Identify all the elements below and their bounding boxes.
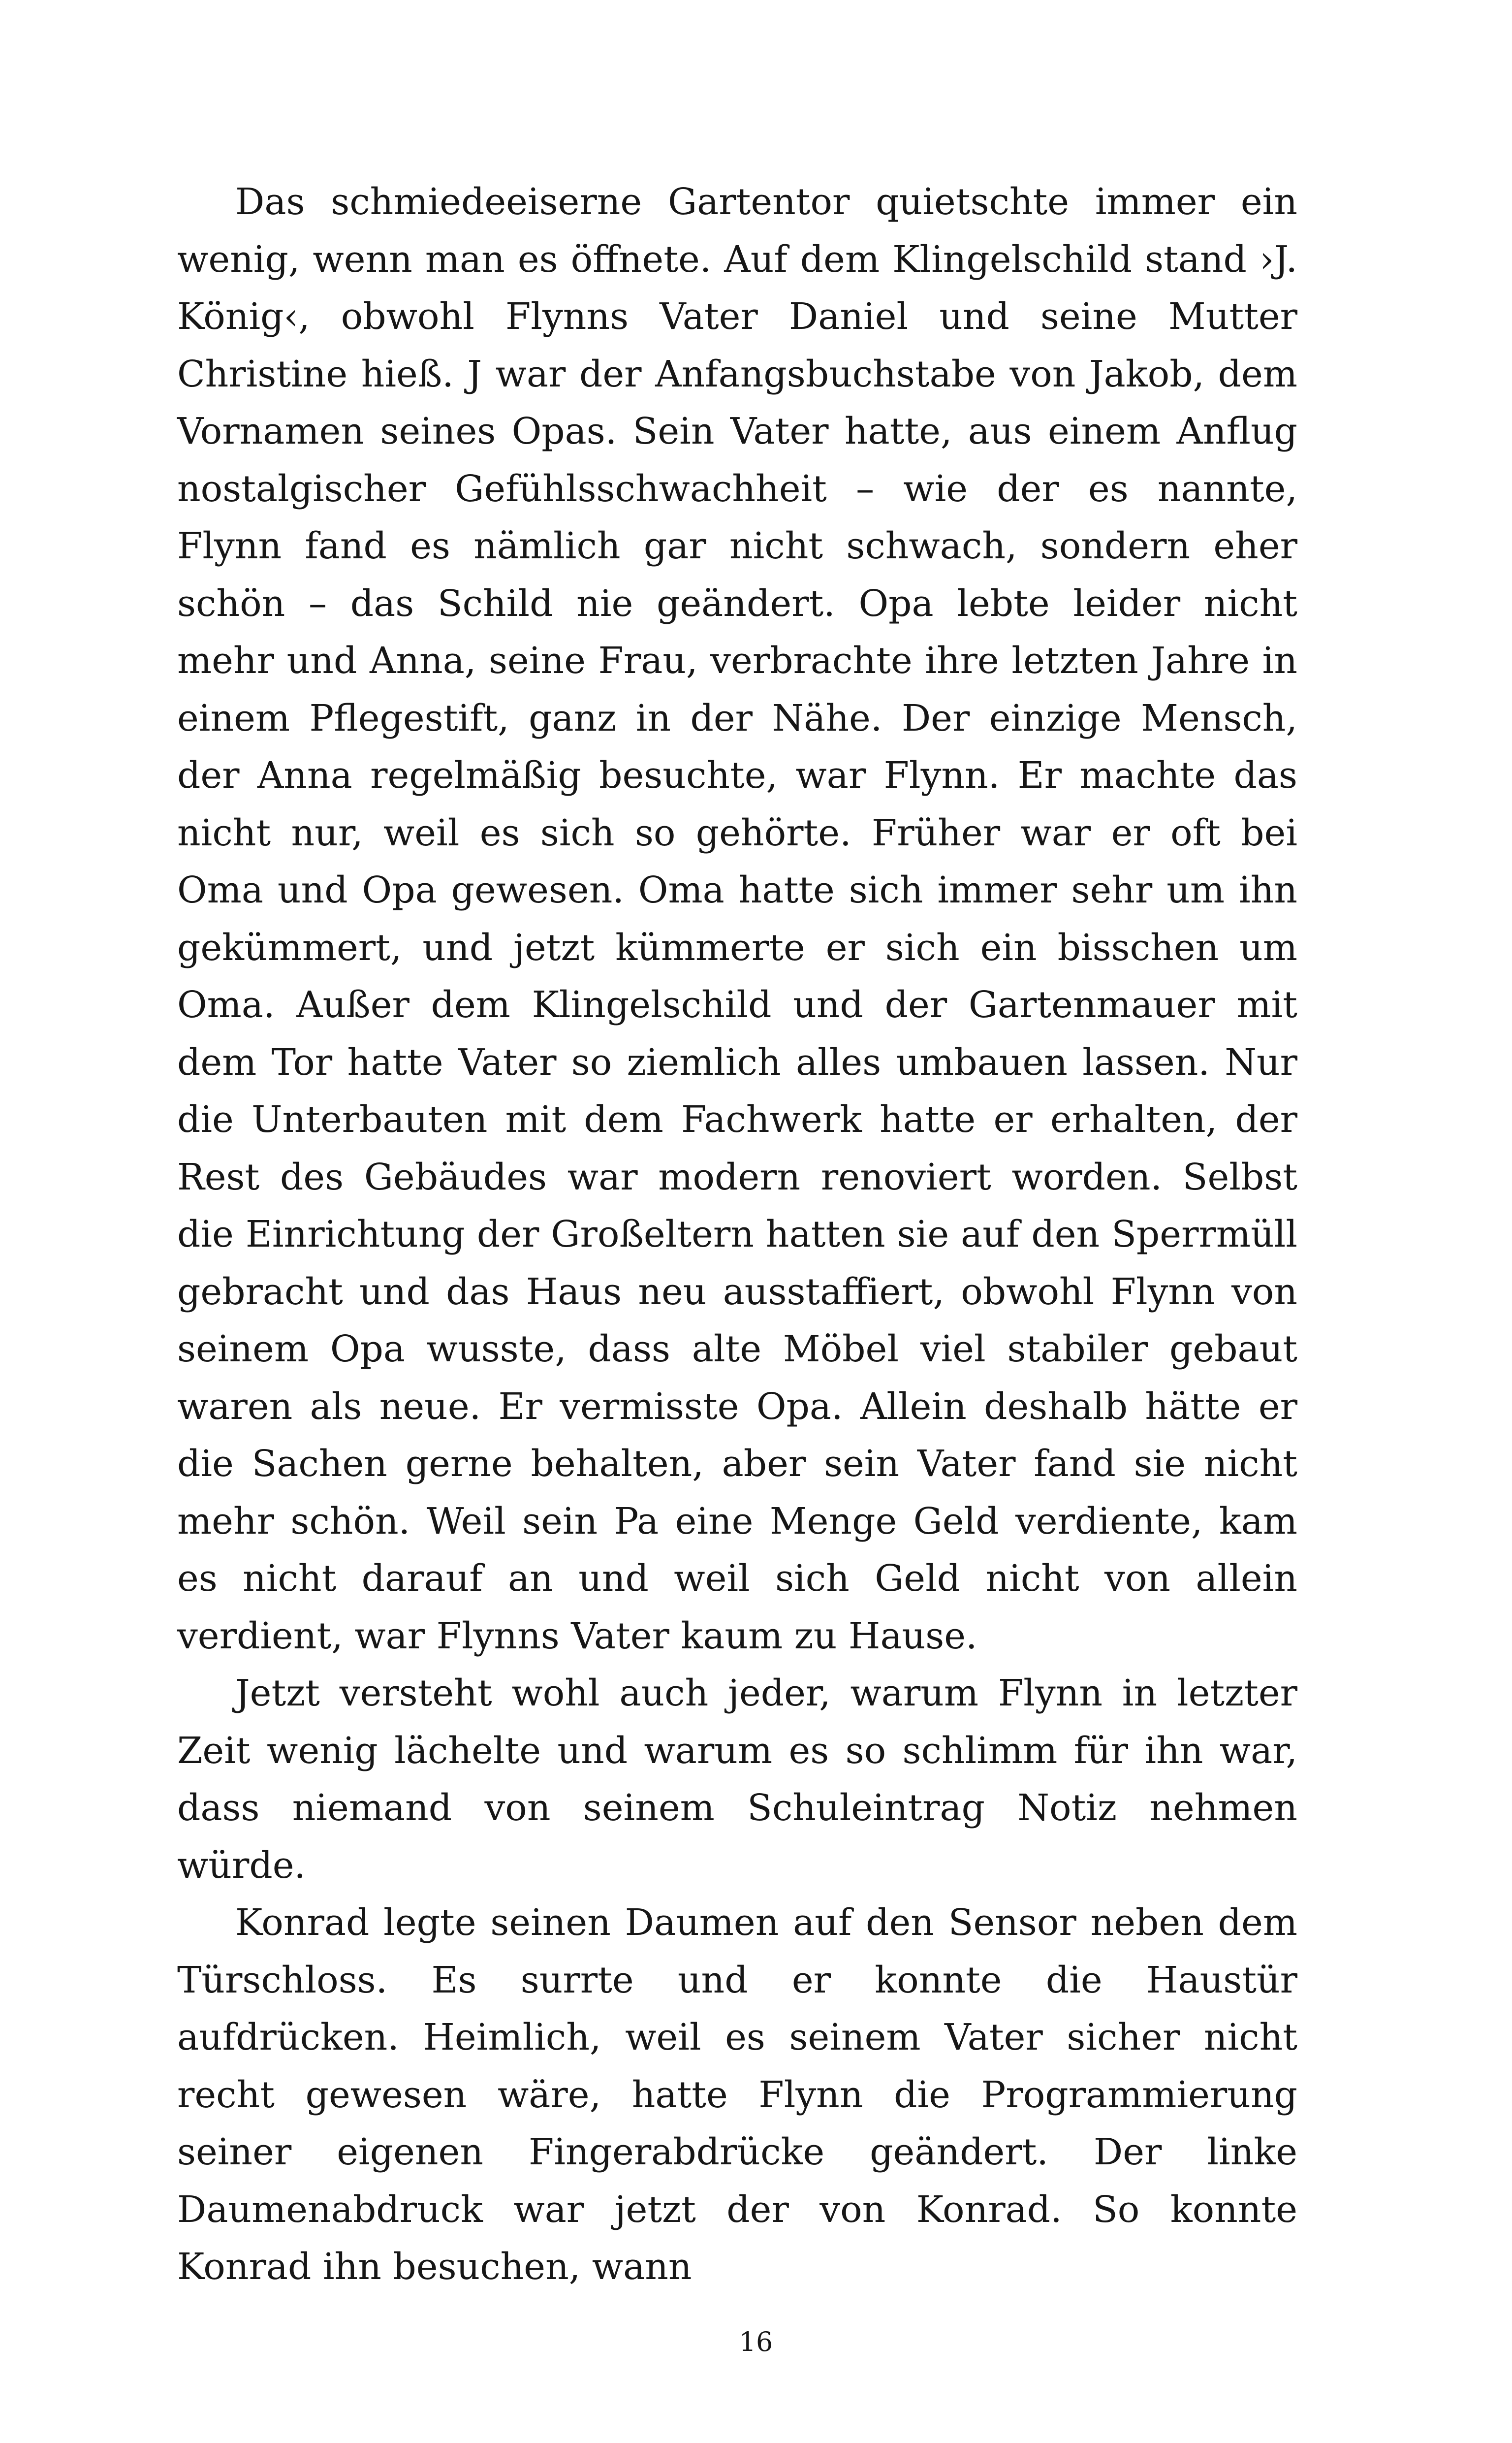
paragraph-3: Konrad legte seinen Daumen auf den Sensor neben dem Türschloss. Es surrte und er konnte die Haustür aufdrücken. Heimlich, weil es seinem Vater sicher nicht recht gewesen wäre, hatte Flynn die Programmierung seiner eigenen Fingerabdrücke geändert. Der linke Daumenabdruck war jetzt der von Konrad. So konnte Konrad ihn besuchen, wann (177, 1901, 1297, 2288)
body-text (177, 173, 1297, 2296)
paragraph-1: Das schmiedeeiserne Gartentor quietschte immer ein wenig, wenn man es öffnete. Auf dem Klingelschild stand ›J. König‹, obwohl Flynns Vater Daniel und seine Mutter Christine hieß. J war der Anfangsbuchstabe von Jakob, dem Vornamen seines Opas. Sein Vater hatte, aus einem Anflug nostalgischer Gefühlsschwachheit – wie der es nannte, Flynn fand es nämlich gar nicht schwach, sondern eher schön – das Schild nie geändert. Opa lebte leider nicht mehr und Anna, seine Frau, verbrachte ihre letzten Jahre in einem Pflegestift, ganz in der Nähe. Der einzige Mensch, der Anna regelmäßig besuchte, war Flynn. Er machte das nicht nur, weil es sich so gehörte. Früher war er oft bei Oma und Opa gewesen. Oma hatte sich immer sehr um ihn gekümmert, und jetzt kümmerte er sich ein bisschen um Oma. Außer dem Klingelschild und der Gartenmauer mit dem Tor hatte Vater so ziemlich alles umbauen lassen. Nur die Unterbauten mit dem Fachwerk hatte er erhalten, der Rest des Gebäudes war modern renoviert worden. Selbst die Einrichtung der Großeltern hatten sie auf den Sperrmüll gebracht und das Haus neu ausstaffiert, obwohl Flynn von seinem Opa wusste, dass alte Möbel viel stabiler gebaut waren als neue. Er vermisste Opa. Allein deshalb hätte er die Sachen gerne behalten, aber sein Vater fand sie nicht mehr schön. Weil sein Pa eine Menge Geld verdiente, kam es nicht darauf an und weil sich Geld nicht von allein verdient, war Flynns Vater kaum zu Hause. (177, 181, 1297, 1657)
page-number: 16 (739, 2326, 773, 2357)
paragraph-2: Jetzt versteht wohl auch jeder, warum Flynn in letzter Zeit wenig lächelte und warum es so schlimm für ihn war, dass niemand von seinem Schuleintrag Notiz nehmen würde. (177, 1672, 1297, 1887)
